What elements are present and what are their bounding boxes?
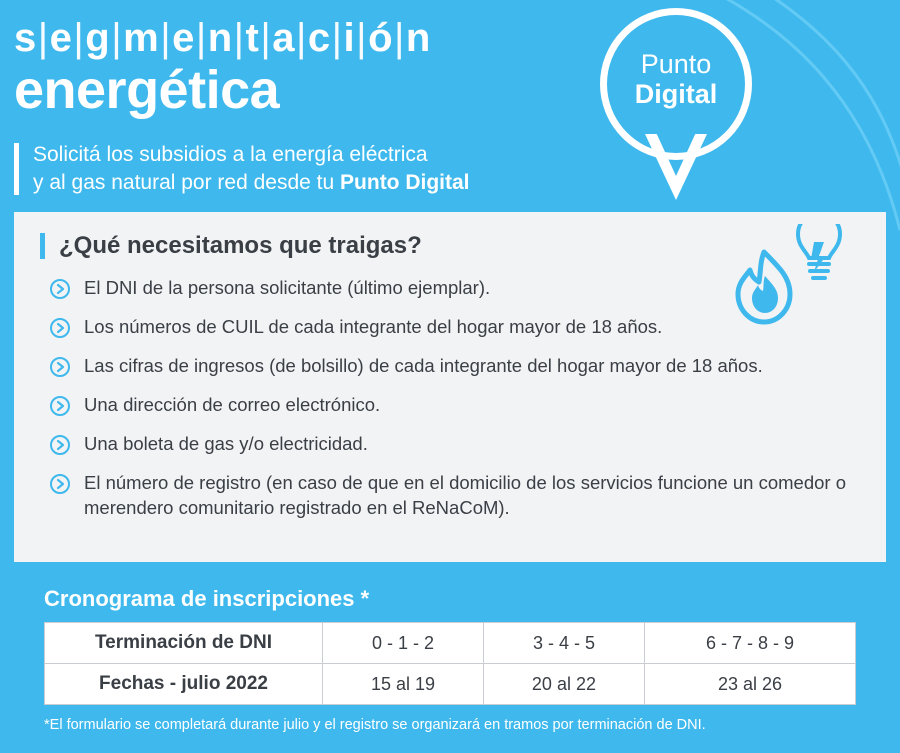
- title-letter: a: [272, 16, 296, 60]
- title-letter-separator: |: [195, 16, 207, 60]
- table-cell: 20 al 22: [483, 664, 644, 705]
- table-row: [45, 664, 856, 705]
- subtitle-line-2-strong: Punto Digital: [340, 171, 470, 195]
- schedule-title: Cronograma de inscripciones *: [44, 586, 370, 611]
- title-letter-separator: |: [260, 16, 272, 60]
- chevron-right-circle-icon: [50, 357, 70, 377]
- page-title-line2: energética: [14, 60, 280, 120]
- title-letter-separator: |: [296, 16, 307, 60]
- requirements-card: [14, 212, 886, 562]
- list-item: [14, 393, 886, 418]
- title-letter: e: [172, 16, 195, 60]
- chevron-right-circle-icon: [50, 318, 70, 338]
- list-item: [14, 471, 886, 521]
- list-item: [14, 354, 886, 379]
- table-row: [45, 623, 856, 664]
- title-letter-separator: |: [73, 16, 85, 60]
- table-cell: 3 - 4 - 5: [483, 623, 644, 664]
- chevron-right-circle-icon: [50, 435, 70, 455]
- subtitle-line-1: Solicitá los subsidios a la energía eléctrica: [33, 142, 428, 166]
- table-cell: 0 - 1 - 2: [323, 623, 484, 664]
- table-cell: 23 al 26: [644, 664, 855, 705]
- subtitle-line-2: [33, 169, 470, 197]
- title-letter: c: [307, 16, 331, 60]
- title-letter-separator: |: [394, 16, 405, 60]
- title-letter-separator: |: [160, 16, 172, 60]
- schedule-section: [14, 576, 886, 733]
- title-letter: m: [123, 16, 160, 60]
- page-header: [0, 0, 900, 212]
- table-cell: 15 al 19: [323, 664, 484, 705]
- subtitle-accent-bar: [14, 143, 19, 195]
- chevron-right-circle-icon: [50, 396, 70, 416]
- page-title-line1: [14, 18, 900, 58]
- table-row-header: Fechas - julio 2022: [45, 664, 323, 705]
- title-letter: n: [405, 16, 431, 60]
- list-item-label: Una dirección de correo electrónico.: [84, 393, 381, 415]
- title-letter: e: [49, 16, 73, 60]
- schedule-note: *El formulario se completará durante julio y el registro se organizará en tramos por terminación de DNI.: [44, 717, 706, 733]
- list-item-label: Las cifras de ingresos (de bolsillo) de cada integrante del hogar mayor de 18 años.: [84, 354, 763, 376]
- subtitle-block: [14, 141, 900, 198]
- title-letter: ó: [368, 16, 393, 60]
- list-item-label: El número de registro (en caso de que en el domicilio de los servicios funcione un comedor o merendero comunitario registrado en el ReNaCoM).: [84, 471, 846, 518]
- list-item-label: El DNI de la persona solicitante (último ejemplar).: [84, 277, 491, 298]
- table-cell: 6 - 7 - 8 - 9: [644, 623, 855, 664]
- title-letter-separator: |: [111, 16, 123, 60]
- list-item: [14, 432, 886, 457]
- punto-digital-logo: [600, 8, 752, 204]
- decor-icon-group: [726, 224, 856, 334]
- title-letter: t: [245, 16, 260, 60]
- requirements-title: ¿Qué necesitamos que traigas?: [59, 232, 422, 259]
- title-letter: s: [14, 16, 37, 60]
- table-row-header: Terminación de DNI: [45, 623, 323, 664]
- title-letter: n: [207, 16, 233, 60]
- logo-line-1: Punto: [640, 49, 712, 79]
- card-accent-bar: [40, 233, 45, 259]
- title-letter-separator: |: [356, 16, 368, 60]
- subtitle-line-2-text: y al gas natural por red desde tu: [33, 171, 341, 195]
- title-letter-separator: |: [37, 16, 49, 60]
- schedule-table: [44, 622, 856, 705]
- title-letter-separator: |: [233, 16, 245, 60]
- title-letter: g: [85, 16, 111, 60]
- title-letter: i: [343, 16, 356, 60]
- title-letter-separator: |: [331, 16, 343, 60]
- lightbulb-filament: [811, 242, 826, 272]
- logo-line-2: Digital: [634, 78, 718, 109]
- list-item-label: Los números de CUIL de cada integrante del hogar mayor de 18 años.: [84, 315, 663, 337]
- chevron-right-circle-icon: [50, 279, 70, 299]
- chevron-right-circle-icon: [50, 474, 70, 494]
- list-item-label: Una boleta de gas y/o electricidad.: [84, 432, 368, 454]
